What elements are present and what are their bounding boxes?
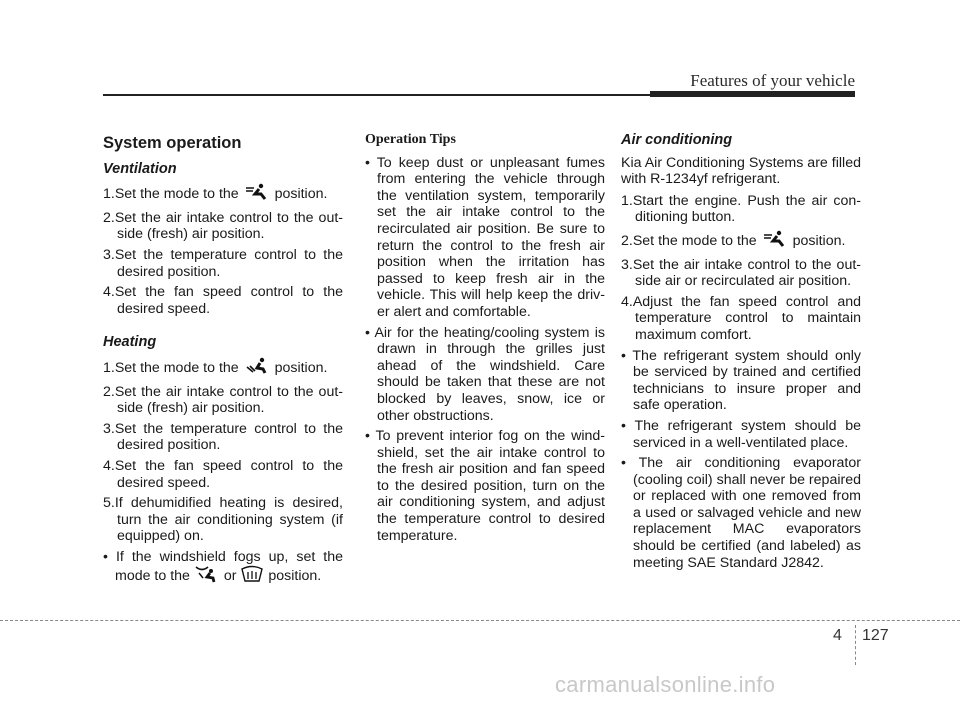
column-middle (365, 132, 605, 548)
tip-bullet-1: • To keep dust or unpleasant fumes from entering the vehicle through the ventilation system, temporarily set the air intake control to the recirculated air position. Be sure to return the control to the fresh air position when the irritation has passed to keep fresh air in the vehicle. This will help keep the driv- er alert and comfortable. (365, 154, 605, 320)
ac-bullet-1: • The refrigerant system should only be serviced by trained and certified technicians to insure proper and safe operation. (621, 347, 861, 414)
header-accent-bar (650, 91, 855, 97)
ventilation-step-1 (103, 183, 343, 206)
air-conditioning-heading: Air conditioning (621, 132, 733, 148)
floor-defrost-mode-icon (194, 565, 220, 588)
header-title: Features of your vehicle (690, 71, 855, 90)
tip-bullet-2: • Air for the heating/cooling system is drawn in through the grilles just ahead of the windshield. Care should be taken that these are not blocked by leaves, snow, ice or other obstructions. (365, 324, 605, 424)
ventilation-step-3: 3.Set the temperature control to the desired position. (103, 246, 343, 280)
step-text: 1.Set the mode to the (103, 359, 239, 376)
heating-bullet-fog (103, 549, 343, 588)
chapter-number: 4 (833, 627, 842, 644)
ac-step-4: 4.Adjust the fan speed control and temperature control to maintain maximum comfort. (621, 293, 861, 343)
bullet-text: • If the windshield fogs up, set the mode to the (103, 548, 343, 585)
ac-intro: Kia Air Conditioning Systems are filled with R-1234yf refrigerant. (621, 154, 861, 188)
page-number: 127 (862, 627, 889, 644)
floor-mode-icon (243, 357, 271, 380)
column-right (621, 132, 861, 575)
step-text: position. (274, 186, 328, 203)
bullet-text: or (223, 568, 237, 585)
footer-divider (855, 625, 856, 665)
ventilation-step-4: 4.Set the fan speed control to the desired speed. (103, 284, 343, 317)
face-vent-mode-icon (243, 183, 271, 206)
section-heading: System operation (103, 134, 242, 152)
heating-heading: Heating (103, 334, 157, 351)
ac-step-3: 3.Set the air intake control to the out- side air or recirculated air position. (621, 256, 861, 290)
heating-step-2: 2.Set the air intake control to the out- side (fresh) air position. (103, 383, 343, 417)
defrost-mode-icon (240, 565, 264, 588)
column-left (103, 132, 343, 592)
operation-tips-heading: Operation Tips (365, 132, 456, 147)
ventilation-heading: Ventilation (103, 160, 177, 177)
heating-step-1 (103, 357, 343, 380)
ac-bullet-3: • The air conditioning evaporator (cooling coil) shall never be repaired or replaced with one removed from a used or salvaged vehicle and new replacement MAC evaporators should be certified (and labeled) as meeting SAE Standard J2842. (621, 455, 861, 571)
heating-step-4: 4.Set the fan speed control to the desired speed. (103, 457, 343, 491)
step-text: position. (792, 233, 846, 250)
ac-step-2 (621, 230, 861, 253)
tip-bullet-3: • To prevent interior fog on the wind- shield, set the air intake control to the fresh air position and fan speed to the desired position, turn on the air conditioning system, and adjust the temperature control to desired temperature. (365, 428, 605, 544)
ac-step-1: 1.Start the engine. Push the air con- ditioning button. (621, 192, 861, 226)
face-vent-mode-icon (761, 230, 789, 253)
step-text: position. (274, 359, 328, 376)
footer-rule (0, 620, 960, 621)
step-text: 1.Set the mode to the (103, 186, 239, 203)
step-text: 2.Set the mode to the (621, 233, 757, 250)
heating-step-3: 3.Set the temperature control to the desired position. (103, 420, 343, 454)
watermark: carmanualsonline.info (555, 672, 776, 697)
ventilation-step-2: 2.Set the air intake control to the out- side (fresh) air position. (103, 209, 343, 243)
heating-step-5: 5.If dehumidified heating is desired, turn the air conditioning system (if equipped) on. (103, 495, 343, 545)
bullet-text: position. (268, 568, 322, 585)
ac-bullet-2: • The refrigerant system should be serviced in a well-ventilated place. (621, 417, 861, 451)
